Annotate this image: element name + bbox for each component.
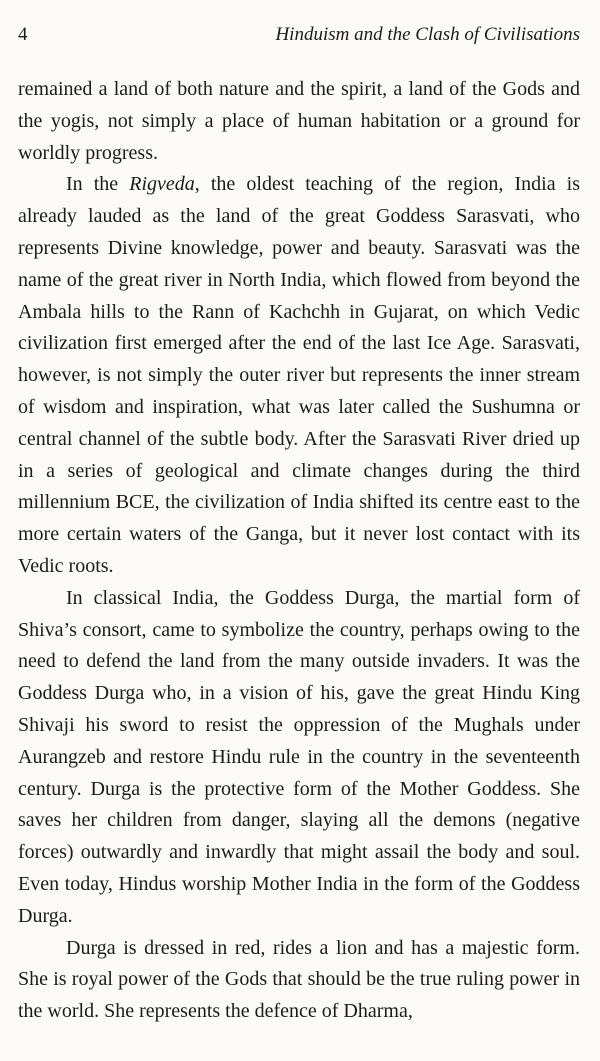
book-title: Hinduism and the Clash of Civilisations — [275, 24, 580, 45]
body-text — [18, 74, 580, 1028]
paragraph-1 — [18, 74, 580, 169]
paragraph-2 — [18, 169, 580, 582]
paragraph-3-text: In classical India, the Goddess Durga, the martial form of Shiva’s consort, came to symbolize the country, perhaps owing to the need to defend the land from the many outside invaders. It was the Goddess Durga who, in a vision of his, gave the great Hindu King Shivaji his sword to resist the oppression of the Mughals under Aurangzeb and restore Hindu rule in the country in the seventeenth century. Durga is the protective form of the Mother Goddess. She saves her children from danger, slaying all the demons (negative forces) outwardly and inwardly that might assail the body and soul. Even today, Hindus worship Mother India in the form of the Goddess Durga. — [18, 586, 580, 927]
paragraph-3 — [18, 583, 580, 933]
running-head — [18, 24, 580, 46]
paragraph-1-text: remained a land of both nature and the spirit, a land of the Gods and the yogis, not simply a place of human habitation or a ground for worldly progress. — [18, 78, 580, 164]
paragraph-2-lead: In the — [66, 173, 130, 196]
paragraph-2-text: , the oldest teaching of the region, India is already lauded as the land of the great Goddess Sarasvati, who represents Divine knowledge, power and beauty. Sarasvati was the name of the great river in North India, which flowed from beyond the Ambala hills to the Rann of Kachchh in Gujarat, on which Vedic civilization first emerged after the end of the last Ice Age. Sarasvati, however, is not simply the outer river but represents the inner stream of wisdom and inspiration, what was later called the Sushumna or central channel of the subtle body. After the Sarasvati River dried up in a series of geological and climate changes during the third millennium BCE, the civilization of India shifted its centre east to the more certain waters of the Ganga, but it never lost contact with its Vedic roots. — [18, 173, 581, 577]
page-number: 4 — [18, 24, 28, 45]
paragraph-4-text: Durga is dressed in red, rides a lion and has a majestic form. She is royal power of the Gods that should be the true ruling power in the world. She represents the defence of Dharma, — [18, 936, 580, 1023]
rigveda-title: Rigveda — [129, 173, 195, 196]
paragraph-4 — [18, 933, 580, 1028]
